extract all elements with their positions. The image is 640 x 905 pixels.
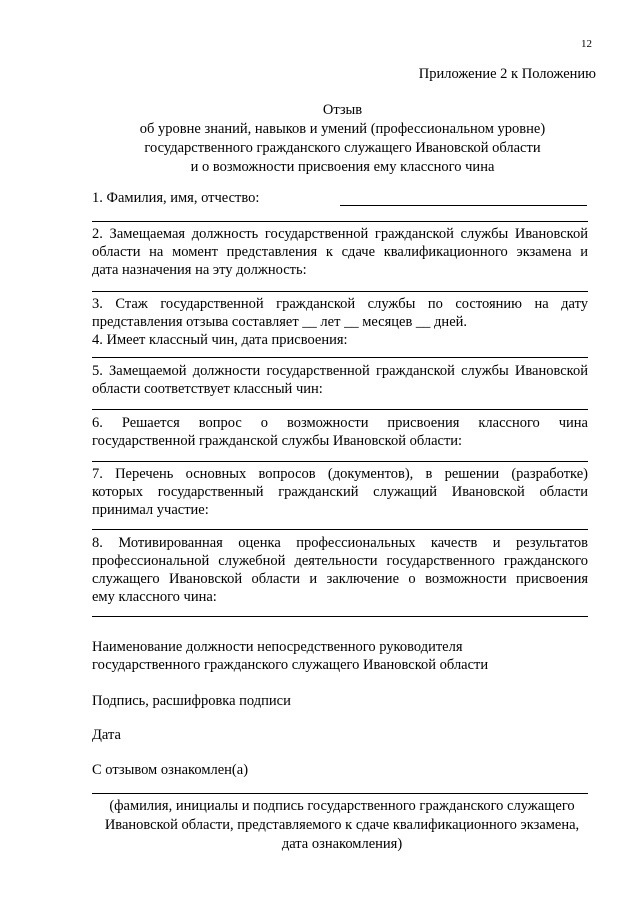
item-6-fill-line [92,461,588,462]
item-2-fill-line [92,291,588,292]
date-label: Дата [92,727,121,743]
acquainted-label: С отзывом ознакомлен(а) [92,762,249,778]
item-7-line-3: принимал участие: [92,502,209,518]
item-7-line-1: 7. Перечень основных вопросов (документов), в решении (разработке) [92,466,588,482]
item-6-line-2: государственной гражданской службы Ивановской области: [92,433,463,449]
item-5-line-2: области соответствует классный чин: [92,381,323,397]
item-5-line-1: 5. Замещаемой должности государственной гражданской службы Ивановской [92,363,588,379]
item-8-fill-line [92,616,588,617]
item-4-label: 4. Имеет классный чин, дата присвоения: [92,332,348,348]
item-8-line-4: ему классного чина: [92,589,217,605]
item-7-line-2: которых государственный гражданский служащий Ивановской области [92,484,588,500]
item-1-extra-line [92,221,588,222]
item-8-line-2: профессиональной служебной деятельности государственного гражданского [92,553,588,569]
item-3-line-2: представления отзыва составляет __ лет __ месяцев __ дней. [92,314,468,330]
item-4-fill-line [92,357,588,358]
item-5-fill-line [92,409,588,410]
manager-position-line-2: государственного гражданского служащего Ивановской области [92,657,489,673]
signature-label: Подпись, расшифровка подписи [92,693,291,709]
appendix-label: Приложение 2 к Положению [418,66,596,82]
note-line-1: (фамилия, инициалы и подпись государственного гражданского служащего [109,798,575,814]
item-2-line-2: области на момент представления к сдаче квалификационного экзамена и [92,244,588,260]
item-3-line-1: 3. Стаж государственной гражданской службы по состоянию на дату [92,296,588,312]
acquainted-fill-line [92,793,588,794]
item-1-fill-line [340,205,587,206]
item-1-label: 1. Фамилия, имя, отчество: [92,190,260,206]
note-line-3: дата ознакомления) [281,836,403,852]
page-number: 12 [581,38,592,50]
title-line-4: и о возможности присвоения ему классного чина [190,159,495,175]
item-6-line-1: 6. Решается вопрос о возможности присвоения классного чина [92,415,588,431]
item-7-fill-line [92,529,588,530]
item-8-line-1: 8. Мотивированная оценка профессиональных качеств и результатов [92,535,588,551]
note-line-2: Ивановской области, представляемого к сдаче квалификационного экзамена, [104,817,580,833]
item-2-line-1: 2. Замещаемая должность государственной гражданской службы Ивановской [92,226,588,242]
title-line-2: об уровне знаний, навыков и умений (профессиональном уровне) [139,121,546,137]
title-line-3: государственного гражданского служащего Ивановской области [144,140,541,156]
acquainted-note [92,797,592,854]
item-2-line-3: дата назначения на эту должность: [92,262,307,278]
title-line-1: Отзыв [322,102,363,118]
item-8-line-3: служащего Ивановской области и заключение о возможности присвоения [92,571,588,587]
manager-position-line-1: Наименование должности непосредственного руководителя [92,639,463,655]
document-title [60,101,625,177]
